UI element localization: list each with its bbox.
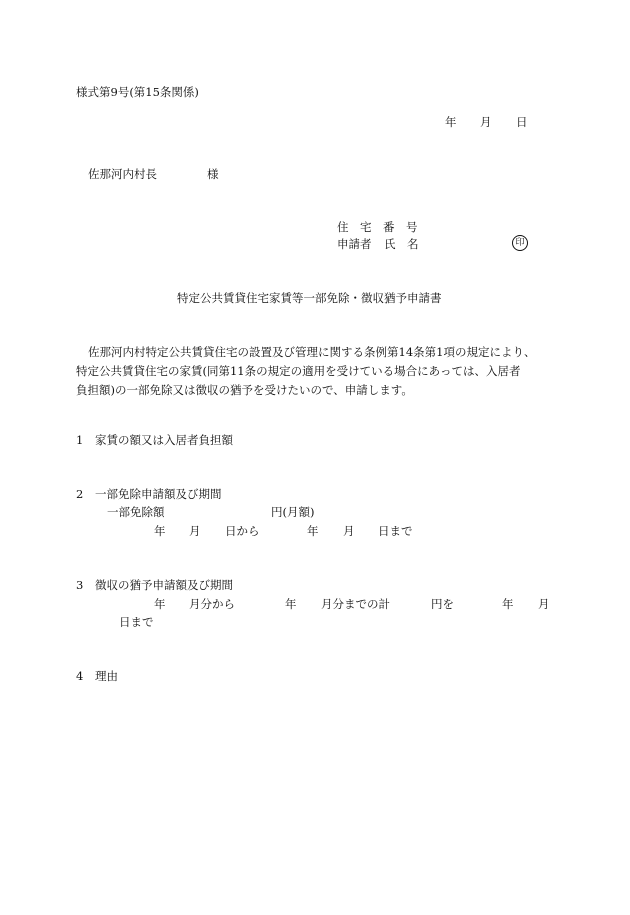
section-3-month-to: 月分までの計 [321,597,390,611]
applicant-label: 申請者 [337,237,372,251]
addressee-honorific: 様 [207,167,219,181]
section-2-month-from: 月 [189,524,201,538]
section-2-heading: 一部免除申請額及び期間 [95,487,222,501]
section-1-number: 1 [76,433,84,447]
form-number: 様式第9号(第15条関係) [76,85,199,99]
section-3-month-until: 月 [538,597,550,611]
section-2-day-to: 日まで [378,524,413,538]
document-title: 特定公共賃貸住宅家賃等一部免除・徴収猶予申請書 [177,291,442,305]
section-2-number: 2 [76,487,84,501]
date-month: 月 [480,115,492,129]
section-4-heading: 理由 [95,669,118,683]
section-2-year-to: 年 [307,524,319,538]
section-3-month-from: 月分から [189,597,235,611]
section-2-amount-label: 一部免除額 [107,505,165,519]
section-3-yen: 円を [431,597,454,611]
section-2-year-from: 年 [154,524,166,538]
section-3-day-until: 日まで [119,615,154,629]
body-line-1: 佐那河内村特定公共賃貸住宅の設置及び管理に関する条例第14条第1項の規定により、 [88,345,536,359]
section-3-year-until: 年 [502,597,514,611]
body-line-2: 特定公共賃貸住宅の家賃(同第11条の規定の適用を受けている場合にあっては、入居者 [76,364,521,378]
body-line-3: 負担額)の一部免除又は徴収の猶予を受けたいので、申請します。 [76,383,413,397]
date-year: 年 [445,115,457,129]
section-3-number: 3 [76,578,84,592]
section-2-day-from: 日から [225,524,260,538]
addressee-name: 佐那河内村長 [88,167,157,181]
section-2-amount-unit: 円(月額) [271,505,315,519]
section-2-month-to: 月 [343,524,355,538]
name-label: 氏 名 [384,237,419,251]
section-1-heading: 家賃の額又は入居者負担額 [95,433,233,447]
section-4-number: 4 [76,669,84,683]
section-3-year-from: 年 [154,597,166,611]
date-day: 日 [516,115,528,129]
section-3-year-to: 年 [285,597,297,611]
seal-mark: 印 [512,235,528,251]
house-number-label: 住 宅 番 号 [337,220,418,234]
section-3-heading: 徴収の猶予申請額及び期間 [95,578,233,592]
